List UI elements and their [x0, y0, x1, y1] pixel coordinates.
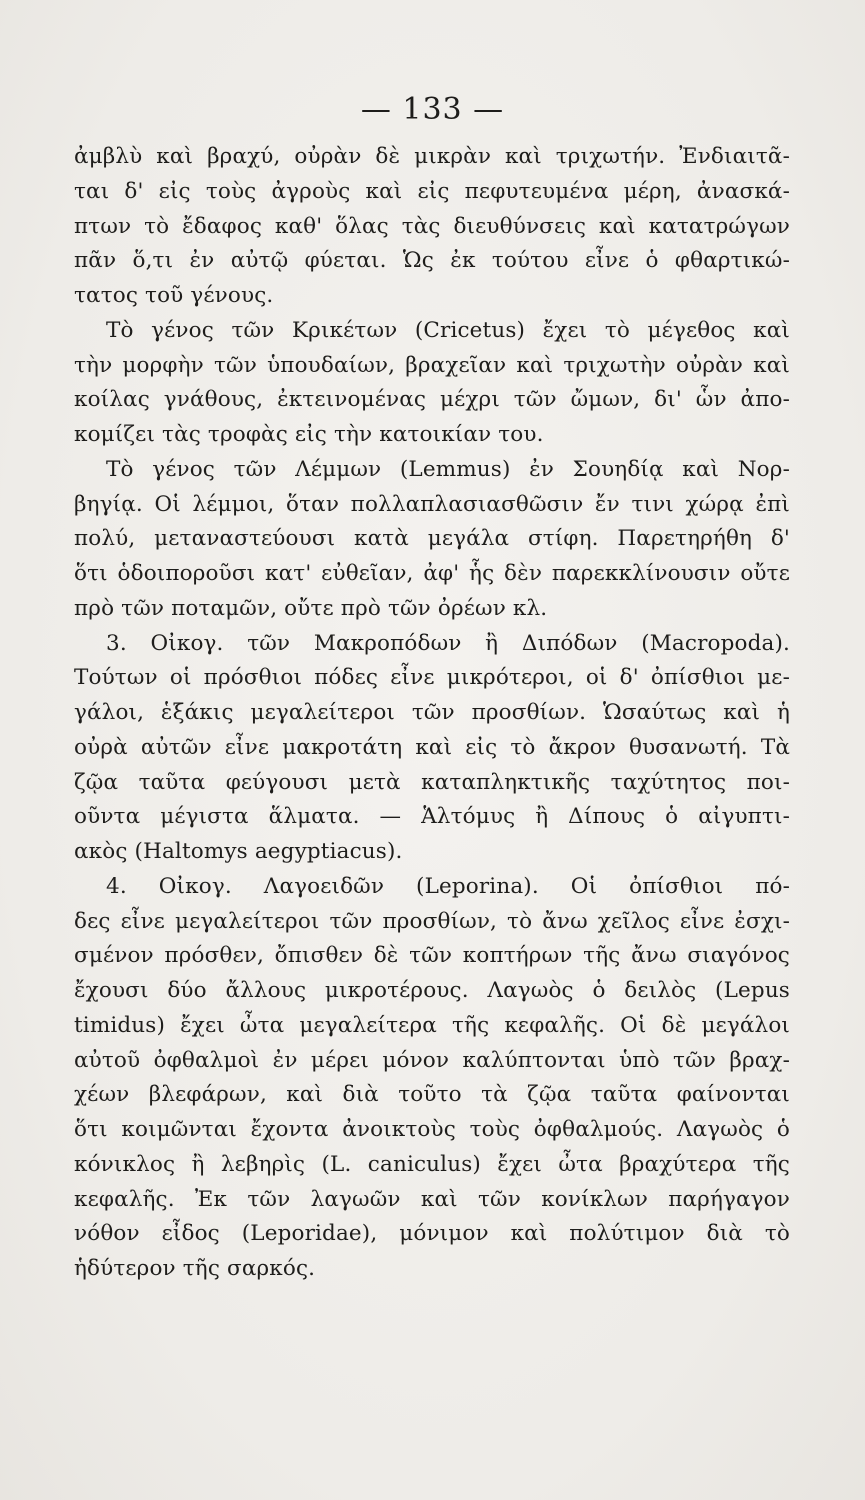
text-line: Τούτων οἱ πρόσθιοι πόδες εἶνε μικρότεροι, οἱ δ' ὀπίσθιοι με-	[74, 665, 790, 691]
text-line: κομίζει τὰς τροφὰς εἰς τὴν κατοικίαν του.	[74, 422, 544, 447]
text-line: οῦντα μέγιστα ἅλματα. — Ἁλτόμυς ἢ Δίπους ὁ αἰγυπτι-	[74, 804, 790, 830]
text-line: κοίλας γνάθους, ἐκτεινομένας μέχρι τῶν ὤμων, δι' ὧν ἀπο-	[74, 387, 790, 413]
text-line: σμένον πρόσθεν, ὄπισθεν δὲ τῶν κοπτήρων τῆς ἄνω σιαγόνος	[74, 943, 790, 969]
text-line: γάλοι, ἑξάκις μεγαλείτεροι τῶν προσθίων. Ὡσαύτως καὶ ἡ	[74, 700, 790, 725]
text-line: ἡδύτερον τῆς σαρκός.	[74, 1256, 316, 1281]
section-heading-line: 4. Οἰκογ. Λαγοειδῶν (Leporina). Οἱ ὀπίσθιοι πό-	[106, 873, 790, 899]
text-line: πρὸ τῶν ποταμῶν, οὔτε πρὸ τῶν ὀρέων κλ.	[74, 595, 548, 621]
page-number: — 133 —	[360, 92, 505, 127]
text-line: αὐτοῦ ὀφθαλμοὶ ἐν μέρει μόνον καλύπτονται ὑπὸ τῶν βραχ-	[74, 1047, 790, 1073]
text-line: ακὸς (Haltomys aegyptiacus).	[74, 839, 403, 864]
text-line: ἀμβλὺ καὶ βραχύ, οὐρὰν δὲ μικρὰν καὶ τριχωτήν. Ἐνδιαιτᾶ-	[74, 144, 790, 169]
text-line: κόνικλος ἢ λεβηρὶς (L. caniculus) ἔχει ὦτα βραχύτερα τῆς	[74, 1151, 790, 1177]
text-line: ται δ' εἰς τοὺς ἀγροὺς καὶ εἰς πεφυτευμένα μέρη, ἀνασκά-	[74, 178, 790, 204]
text-line: πολύ, μεταναστεύουσι κατὰ μεγάλα στίφη. Παρετηρήθη δ'	[74, 526, 790, 552]
text-line: τατος τοῦ γένους.	[74, 283, 274, 308]
text-line: timidus) ἔχει ὦτα μεγαλείτερα τῆς κεφαλῆς. Οἱ δὲ μεγάλοι	[74, 1012, 790, 1038]
text-line: ζῷα ταῦτα φεύγουσι μετὰ καταπληκτικῆς ταχύτητος ποι-	[74, 769, 790, 795]
body-text	[74, 140, 790, 1287]
text-line: πτων τὸ ἔδαφος καθ' ὅλας τὰς διευθύνσεις καὶ κατατρώγων	[74, 213, 790, 239]
text-line: Τὸ γένος τῶν Λέμμων (Lemmus) ἐν Σουηδίᾳ καὶ Νορ-	[106, 456, 790, 482]
section-heading-line: 3. Οἰκογ. τῶν Μακροπόδων ἢ Διπόδων (Macropoda).	[106, 630, 790, 656]
text-line: ὅτι κοιμῶνται ἔχοντα ἀνοικτοὺς τοὺς ὀφθαλμούς. Λαγωὸς ὁ	[74, 1117, 790, 1142]
text-line: χέων βλεφάρων, καὶ διὰ τοῦτο τὰ ζῷα ταῦτα φαίνονται	[74, 1082, 790, 1108]
text-line: ὅτι ὁδοιποροῦσι κατ' εὐθεῖαν, ἀφ' ἧς δὲν παρεκκλίνουσιν οὔτε	[74, 561, 790, 586]
text-line: οὐρὰ αὐτῶν εἶνε μακροτάτη καὶ εἰς τὸ ἄκρον θυσανωτή. Τὰ	[74, 734, 790, 760]
text-line: βηγίᾳ. Οἱ λέμμοι, ὅταν πολλαπλασιασθῶσιν ἔν τινι χώρᾳ ἐπὶ	[74, 491, 790, 517]
text-line: δες εἶνε μεγαλείτεροι τῶν προσθίων, τὸ ἄνω χεῖλος εἶνε ἐσχι-	[74, 908, 790, 934]
text-line: πᾶν ὅ,τι ἐν αὐτῷ φύεται. Ὡς ἐκ τούτου εἶνε ὁ φθαρτικώ-	[74, 248, 790, 274]
text-line: κεφαλῆς. Ἐκ τῶν λαγωῶν καὶ τῶν κονίκλων παρήγαγον	[74, 1186, 790, 1212]
text-line: ἔχουσι δύο ἄλλους μικροτέρους. Λαγωὸς ὁ δειλὸς (Lepus	[74, 978, 790, 1003]
text-line: Τὸ γένος τῶν Κρικέτων (Cricetus) ἔχει τὸ μέγεθος καὶ	[106, 317, 790, 343]
text-line: νόθον εἶδος (Leporidae), μόνιμον καὶ πολύτιμον διὰ τὸ	[74, 1221, 790, 1247]
text-line: τὴν μορφὴν τῶν ὑπουδαίων, βραχεῖαν καὶ τριχωτὴν οὐρὰν καὶ	[74, 352, 790, 378]
